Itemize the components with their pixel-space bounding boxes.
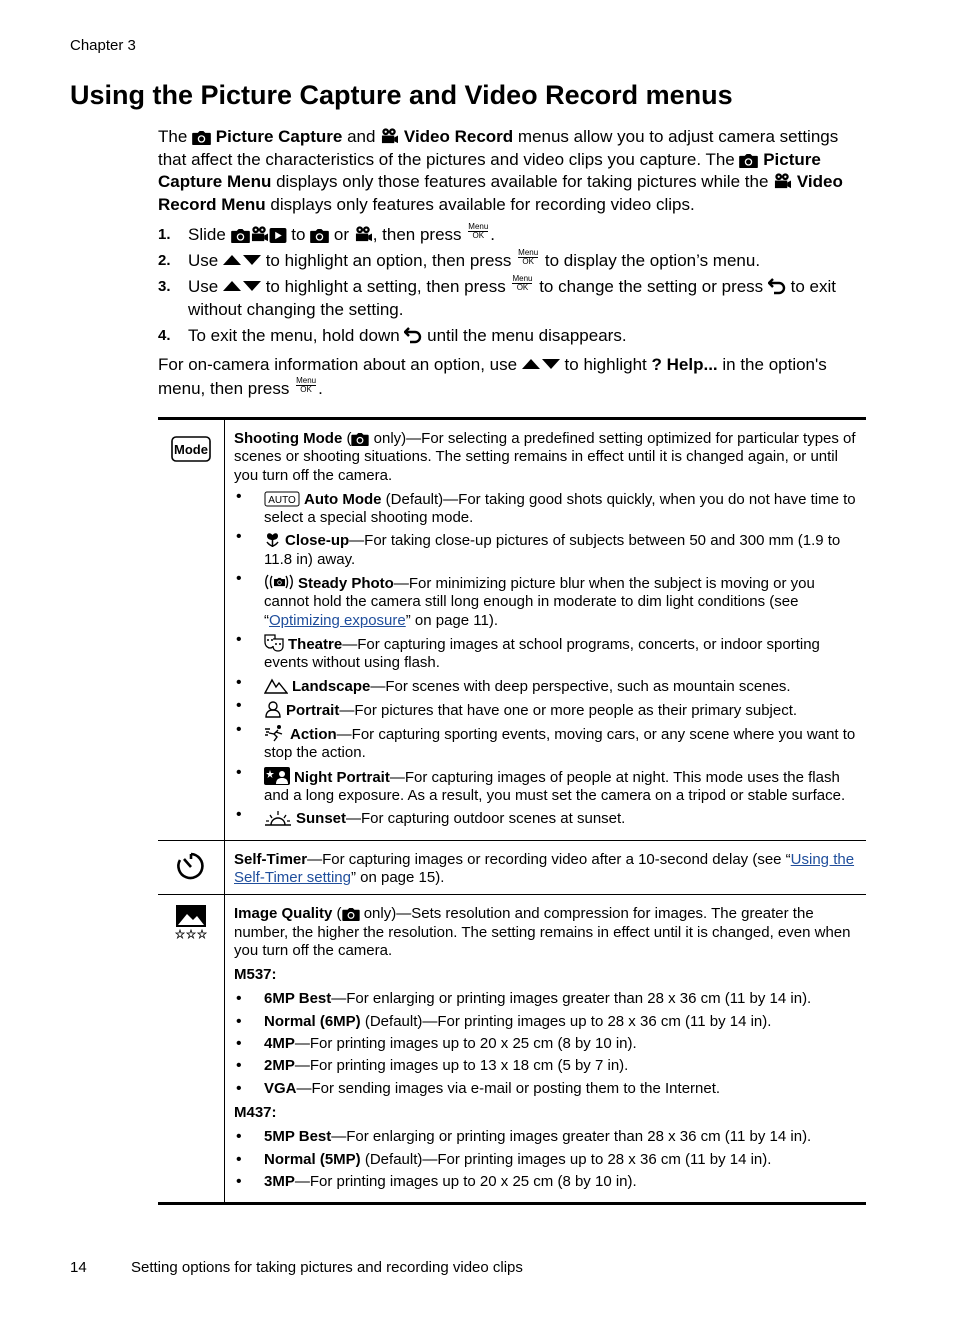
list-item: • Action—For capturing sporting events, moving cars, or any scene where you want to stop the action. [234, 724, 860, 763]
self-timer-icon [175, 850, 207, 882]
video-icon [354, 226, 373, 243]
list-item: • Normal (6MP) (Default)—For printing images up to 28 x 36 cm (11 by 14 in). [234, 1013, 860, 1031]
shooting-mode-row: Mode Shooting Mode ( only)—For selecting a predefined setting optimized for particular types of scenes or shooting situations. The setting remains in effect until it is changed again, or until you turn off the camera. • AUTO Auto Mode (Default)—For taking good shots quickly, when you do not have time to select a special shooting mode. • Close-up—For taking close-up pictures of subjects between 50 and 300 mm (1.9 to 11.8 in) away. • Steady Photo—For minimizing picture blur when the subject is moving or you cannot hold the camera still long enough in moderate to dim light conditions (see “Optimizing exposure” on page 11). • Theatre—For capturing images at school programs, concerts, or indoor sporting events without using flash. • Landscape—For scenes with deep perspective, such as mountain scenes. • Portrait—For pictures that have one or more people as their primary subject. • Action—For capturing sporting events, moving cars, or any scene where you want to stop the action. • Night Portrait—For capturing images of people at night. This mode uses the flash and a long exposure. As a result, you must set the camera on a tripod or stable surface. • Sunset—For capturing outdoor scenes at sunset. [158, 420, 866, 841]
landscape-icon [264, 677, 288, 694]
steady-photo-icon [264, 573, 294, 591]
action-icon [264, 724, 286, 742]
back-icon [404, 326, 422, 344]
svg-text:AUTO: • AUTO [268, 494, 296, 506]
night-portrait-icon [264, 767, 290, 785]
step-4: 4. To exit the menu, hold down until the menu disappears. [158, 326, 627, 345]
list-item: • Sunset—For capturing outdoor scenes at sunset. [234, 809, 860, 828]
question-icon: ? [651, 355, 662, 374]
svg-text:Mode: Mode [174, 442, 208, 457]
model-label: M537: [234, 966, 277, 984]
theatre-icon [264, 634, 284, 652]
camera-icon [342, 908, 360, 921]
list-item: • Landscape—For scenes with deep perspective, such as mountain scenes. [234, 677, 860, 696]
steps-list [158, 223, 868, 350]
list-item: • Theatre—For capturing images at school programs, concerts, or indoor sporting events without using flash. [234, 634, 860, 673]
list-item: • VGA—For sending images via e-mail or posting them to the Internet. [234, 1080, 860, 1098]
mode-icon [171, 436, 211, 462]
auto-mode-icon [264, 491, 300, 507]
video-icon [250, 226, 269, 243]
up-down-arrows-icon [522, 358, 560, 370]
chapter-label: Chapter 3 [70, 37, 136, 54]
quality-list-m437 [234, 1128, 860, 1191]
camera-icon [739, 154, 758, 168]
step-2: 2. Use to highlight an option, then press Menu OK to display the option’s menu. [158, 248, 761, 270]
list-item: • Steady Photo—For minimizing picture blur when the subject is moving or you cannot hold the camera still long enough in moderate to dim light conditions (see “Optimizing exposure” on page 11). [234, 573, 860, 630]
video-icon [773, 173, 792, 190]
menu-ok-icon: Menu OK [512, 274, 533, 292]
list-item: • Close-up—For taking close-up pictures of subjects between 50 and 300 mm (1.9 to 11.8 in) away. [234, 531, 860, 569]
menu-ok-icon: Menu OK [518, 248, 539, 266]
list-item: • Normal (5MP) (Default)—For printing images up to 28 x 36 cm (11 by 14 in). [234, 1151, 860, 1169]
menu-ok-icon: Menu OK [296, 375, 317, 394]
page-number: 14 [70, 1259, 87, 1276]
step-3: 3. Use to highlight a setting, then press Menu OK to change the setting or press to exit without changing the setting. [158, 274, 836, 319]
options-table [158, 417, 866, 1205]
list-item: • Portrait—For pictures that have one or more people as their primary subject. [234, 700, 860, 720]
list-item: • 3MP—For printing images up to 20 x 25 cm (8 by 10 in). [234, 1173, 860, 1191]
intro-paragraph: The Picture Capture and Video Record menus allow you to adjust camera settings that affect the characteristics of the pictures and video clips you capture. The Picture Capture Menu displays only those features available for taking pictures while the Video Record Menu displays only features available for recording video clips. [158, 127, 843, 214]
help-paragraph: For on-camera information about an option, use to highlight ? Help... in the option's menu, then press Menu OK . [158, 355, 827, 398]
page-title: Using the Picture Capture and Video Record menus [70, 80, 733, 110]
list-item: • 6MP Best—For enlarging or printing images greater than 28 x 36 cm (11 by 14 in). [234, 990, 860, 1008]
optimizing-exposure-link[interactable]: Optimizing exposure [269, 611, 406, 629]
image-quality-icon [174, 905, 208, 941]
list-item: • Night Portrait—For capturing images of people at night. This mode uses the flash and a long exposure. As a result, you must set the camera on a tripod or stable surface. [234, 767, 860, 806]
camera-icon [231, 229, 250, 243]
menu-ok-icon: Menu OK [468, 222, 489, 240]
step-1: 1. Slide to or , then press Menu OK . [158, 222, 496, 244]
up-down-arrows-icon [223, 254, 261, 266]
list-item: • 4MP—For printing images up to 20 x 25 cm (8 by 10 in). [234, 1035, 860, 1053]
quality-list-m537 [234, 990, 860, 1097]
camera-icon [351, 433, 369, 446]
up-down-arrows-icon [223, 280, 261, 292]
list-item: • 2MP—For printing images up to 13 x 18 cm (5 by 7 in). [234, 1057, 860, 1075]
self-timer-row: Self-Timer—For capturing images or recording video after a 10-second delay (see “Using the Self-Timer setting” on page 15). [158, 841, 866, 896]
portrait-icon [264, 700, 282, 718]
list-item: • 5MP Best—For enlarging or printing images greater than 28 x 36 cm (11 by 14 in). [234, 1128, 860, 1146]
footer-title: Setting options for taking pictures and recording video clips [131, 1259, 523, 1276]
sunset-icon [264, 809, 292, 826]
back-icon [768, 277, 786, 295]
shooting-modes-list [234, 491, 860, 829]
playback-icon [269, 228, 287, 243]
model-label: M437: [234, 1103, 277, 1121]
video-icon [380, 128, 399, 145]
self-timer-setting-link[interactable]: Using the Self-Timer setting [234, 850, 855, 886]
list-item: • AUTO Auto Mode (Default)—For taking good shots quickly, when you do not have time to select a special shooting mode. [234, 491, 860, 528]
camera-icon [192, 131, 211, 145]
close-up-icon [264, 531, 281, 548]
image-quality-row: Image Quality ( only)—Sets resolution and compression for images. The greater the number, the higher the resolution. The setting remains in effect until it is changed, even when you turn off the camera. M537: • 6MP Best—For enlarging or printing images greater than 28 x 36 cm (11 by 14 in). • Normal (6MP) (Default)—For printing images up to 28 x 36 cm (11 by 14 in). • 4MP—For printing images up to 20 x 25 cm (8 by 10 in). • 2MP—For printing images up to 13 x 18 cm (5 by 7 in). • VGA—For sending images via e-mail or posting them to the Internet. M437: • 5MP Best—For enlarging or printing images greater than 28 x 36 cm (11 by 14 in). • Normal (5MP) (Default)—For printing images up to 28 x 36 cm (11 by 14 in). • 3MP—For printing images up to 20 x 25 cm (8 by 10 in). [158, 895, 866, 1202]
camera-icon [310, 229, 329, 243]
